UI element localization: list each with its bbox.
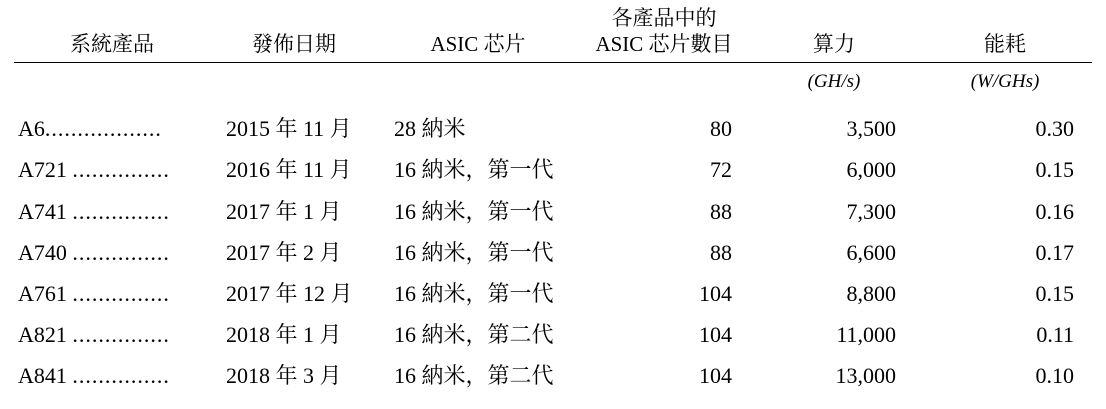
cell-chip: 16 納米，第一代: [394, 157, 554, 183]
cell-power: 0.30: [1035, 116, 1074, 142]
column-header-product: 系統產品: [14, 6, 210, 63]
table-row: [14, 355, 1092, 396]
cell-power: 0.11: [1036, 321, 1074, 347]
table-row: [14, 273, 1092, 314]
cell-chip: 16 納米，第一代: [394, 198, 554, 224]
cell-date: 2015 年 11 月: [226, 116, 352, 142]
column-header-chip-count: 各產品中的 ASIC 芯片數目: [578, 6, 750, 63]
unit-hashrate: (GH/s): [807, 71, 861, 93]
table-header: [14, 6, 1092, 95]
unit-date: [210, 63, 378, 96]
cell-chip-count: 72: [710, 157, 732, 183]
column-header-date: 發佈日期: [210, 6, 378, 63]
cell-date: 2018 年 3 月: [226, 362, 342, 388]
cell-product: A740 ...............: [18, 239, 170, 265]
cell-product: A721 ...............: [18, 157, 170, 183]
cell-date: 2017 年 2 月: [226, 239, 342, 265]
unit-chip-count: [578, 63, 750, 96]
cell-chip-count: 88: [710, 239, 732, 265]
cell-chip: 16 納米，第二代: [394, 362, 554, 388]
cell-product: A741 ...............: [18, 198, 170, 224]
table-row: [14, 149, 1092, 190]
column-header-power: 能耗: [918, 6, 1092, 63]
cell-hashrate: 8,800: [846, 280, 896, 306]
cell-product: A6..................: [18, 116, 162, 142]
unit-power: (W/GHs): [970, 71, 1040, 93]
cell-product: A761 ...............: [18, 280, 170, 306]
cell-product: A841 ...............: [18, 362, 170, 388]
column-header-hashrate: 算力: [750, 6, 918, 63]
table-header-row: [14, 6, 1092, 63]
cell-power: 0.15: [1035, 280, 1074, 306]
cell-chip-count: 88: [710, 198, 732, 224]
cell-hashrate: 6,000: [846, 157, 896, 183]
cell-chip-count: 104: [699, 362, 732, 388]
cell-chip: 16 納米，第二代: [394, 321, 554, 347]
cell-chip-count: 80: [710, 116, 732, 142]
product-specification-table: [14, 6, 1092, 396]
cell-chip-count: 104: [699, 280, 732, 306]
cell-hashrate: 6,600: [846, 239, 896, 265]
cell-date: 2017 年 1 月: [226, 198, 342, 224]
cell-power: 0.17: [1035, 239, 1074, 265]
cell-product: A821 ...............: [18, 321, 170, 347]
cell-power: 0.15: [1035, 157, 1074, 183]
cell-power: 0.16: [1035, 198, 1074, 224]
cell-chip: 16 納米，第一代: [394, 280, 554, 306]
table-body: [14, 95, 1092, 396]
cell-power: 0.10: [1035, 362, 1074, 388]
cell-hashrate: 7,300: [846, 198, 896, 224]
table-row: [14, 314, 1092, 355]
table-units-row: [14, 63, 1092, 96]
cell-chip-count: 104: [699, 321, 732, 347]
table-row: [14, 191, 1092, 232]
unit-product: [14, 63, 210, 96]
cell-date: 2017 年 12 月: [226, 280, 353, 306]
column-header-chip: ASIC 芯片: [378, 6, 578, 63]
cell-chip: 16 納米，第一代: [394, 239, 554, 265]
cell-hashrate: 3,500: [846, 116, 896, 142]
cell-chip: 28 納米: [394, 116, 466, 142]
table-row: [14, 232, 1092, 273]
cell-date: 2016 年 11 月: [226, 157, 352, 183]
unit-chip: [378, 63, 578, 96]
cell-date: 2018 年 1 月: [226, 321, 342, 347]
cell-hashrate: 13,000: [835, 362, 896, 388]
table-row: [14, 95, 1092, 149]
cell-hashrate: 11,000: [836, 321, 896, 347]
